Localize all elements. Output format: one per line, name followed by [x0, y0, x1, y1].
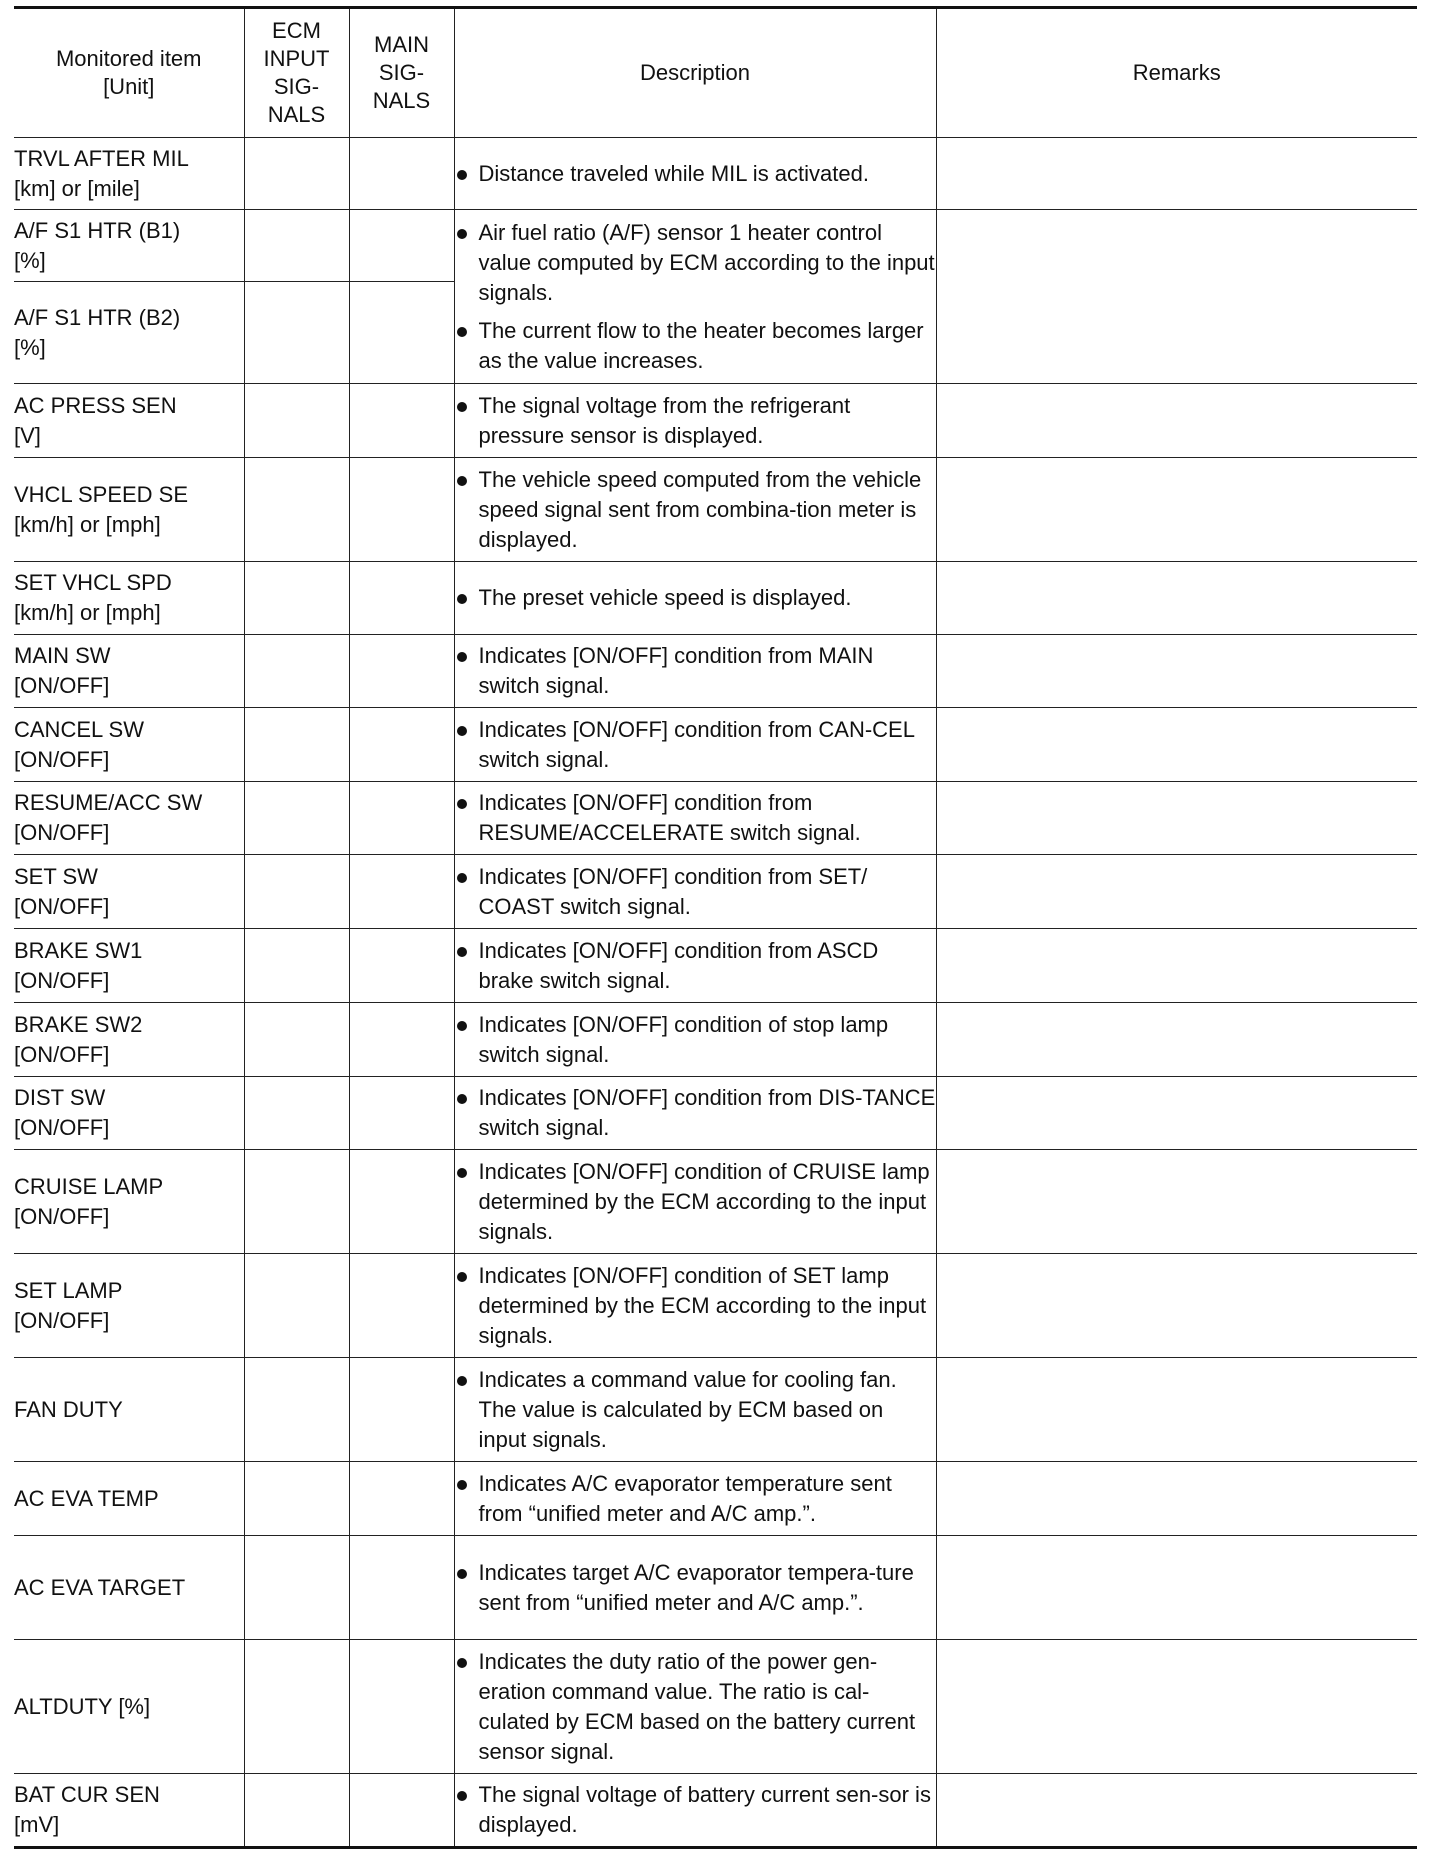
table-row	[14, 384, 1417, 458]
monitor-item-table	[14, 6, 1417, 1849]
table-row	[14, 458, 1417, 562]
remarks-cell	[936, 562, 1417, 635]
description-bullet: Indicates [ON/OFF] condition from SET/ COAST switch signal.	[455, 862, 936, 922]
remarks-cell	[936, 1150, 1417, 1254]
remarks-cell	[936, 635, 1417, 708]
description-bullet: Indicates [ON/OFF] condition from MAIN switch signal.	[455, 641, 936, 701]
monitored-item-unit: [ON/OFF]	[14, 1307, 110, 1333]
main-signals-cell	[349, 1774, 454, 1848]
monitored-item-name: MAIN SW	[14, 643, 111, 668]
description-cell	[454, 782, 936, 855]
monitored-item-name: TRVL AFTER MIL	[14, 145, 189, 171]
main-signals-cell	[349, 708, 454, 782]
remarks-cell	[936, 210, 1417, 384]
description-cell	[454, 1003, 936, 1077]
monitored-item-unit: [ON/OFF]	[14, 1041, 110, 1067]
main-signals-cell	[349, 458, 454, 562]
table-row	[14, 1640, 1417, 1774]
main-signals-cell	[349, 1640, 454, 1774]
table-row	[14, 1150, 1417, 1254]
description-cell	[454, 1254, 936, 1358]
monitored-item-cell	[14, 1150, 244, 1254]
description-bullet: Indicates [ON/OFF] condition from CAN-CEL switch signal.	[455, 715, 936, 775]
main-signals-cell	[349, 1150, 454, 1254]
ecm-input-signals-cell	[244, 855, 349, 929]
main-signals-cell	[349, 1358, 454, 1462]
description-cell	[454, 1640, 936, 1774]
main-signals-cell	[349, 855, 454, 929]
monitored-item-name: ALTDUTY [%]	[14, 1693, 151, 1719]
ecm-input-signals-cell	[244, 562, 349, 635]
monitored-item-name: VHCL SPEED SE	[14, 481, 189, 507]
ecm-input-signals-cell	[244, 1774, 349, 1848]
ecm-input-signals-cell	[244, 1536, 349, 1640]
table-row	[14, 1358, 1417, 1462]
ecm-input-signals-cell	[244, 1640, 349, 1774]
monitored-item-name: SET SW	[14, 863, 98, 889]
monitored-item-unit: [ON/OFF]	[14, 893, 110, 919]
description-bullet: Indicates target A/C evaporator tempera-ture sent from “unified meter and A/C amp.”.	[455, 1558, 936, 1618]
table-row	[14, 1774, 1417, 1848]
description-bullet: Distance traveled while MIL is activated.	[455, 159, 936, 189]
table-row	[14, 138, 1417, 210]
ecm-input-signals-cell	[244, 1462, 349, 1536]
ecm-input-signals-cell	[244, 210, 349, 282]
description-cell	[454, 1462, 936, 1536]
monitored-item-name: DIST SW	[14, 1085, 106, 1110]
monitored-item-name: RESUME/ACC SW	[14, 790, 203, 815]
description-cell	[454, 855, 936, 929]
header-monitored-item: Monitored item [Unit]	[14, 8, 244, 138]
main-signals-cell	[349, 782, 454, 855]
monitored-item-cell	[14, 210, 244, 282]
description-bullet: Indicates [ON/OFF] condition of stop lamp switch signal.	[455, 1010, 936, 1070]
table-row	[14, 635, 1417, 708]
description-cell	[454, 458, 936, 562]
remarks-cell	[936, 855, 1417, 929]
remarks-cell	[936, 929, 1417, 1003]
ecm-input-signals-cell	[244, 384, 349, 458]
monitored-item-unit: [km/h] or [mph]	[14, 600, 161, 625]
description-bullet: Indicates [ON/OFF] condition from DIS-TANCE switch signal.	[455, 1083, 936, 1143]
monitored-item-cell	[14, 1358, 244, 1462]
description-bullet: The current flow to the heater becomes larger as the value increases.	[455, 316, 936, 376]
description-bullet: The signal voltage of battery current sen-sor is displayed.	[455, 1780, 936, 1840]
monitored-item-name: BRAKE SW1	[14, 937, 143, 963]
monitored-item-cell	[14, 929, 244, 1003]
monitored-item-name: FAN DUTY	[14, 1396, 123, 1422]
header-main-signals: MAIN SIG- NALS	[349, 8, 454, 138]
table-header-row	[14, 8, 1417, 138]
description-bullet: Indicates a command value for cooling fan. The value is calculated by ECM based on input signals.	[455, 1365, 936, 1455]
ecm-input-signals-cell	[244, 929, 349, 1003]
remarks-cell	[936, 1536, 1417, 1640]
ecm-input-signals-cell	[244, 708, 349, 782]
main-signals-cell	[349, 635, 454, 708]
table-row	[14, 1462, 1417, 1536]
ecm-input-signals-cell	[244, 1358, 349, 1462]
remarks-cell	[936, 782, 1417, 855]
remarks-cell	[936, 708, 1417, 782]
monitored-item-cell	[14, 282, 244, 384]
description-bullet: The preset vehicle speed is displayed.	[455, 583, 936, 613]
table-row	[14, 782, 1417, 855]
main-signals-cell	[349, 1536, 454, 1640]
main-signals-cell	[349, 1462, 454, 1536]
ecm-input-signals-cell	[244, 1077, 349, 1150]
monitored-item-cell	[14, 562, 244, 635]
table-row	[14, 562, 1417, 635]
description-bullet: Indicates the duty ratio of the power gen-eration command value. The ratio is cal-culated by ECM based on the battery current sensor signal.	[455, 1647, 936, 1767]
ecm-input-signals-cell	[244, 782, 349, 855]
ecm-input-signals-cell	[244, 282, 349, 384]
main-signals-cell	[349, 929, 454, 1003]
description-bullet: Indicates [ON/OFF] condition from ASCD brake switch signal.	[455, 936, 936, 996]
description-cell	[454, 635, 936, 708]
ecm-input-signals-cell	[244, 458, 349, 562]
monitored-item-cell	[14, 855, 244, 929]
monitored-item-cell	[14, 1536, 244, 1640]
monitored-item-cell	[14, 782, 244, 855]
monitored-item-cell	[14, 1462, 244, 1536]
table-row	[14, 1254, 1417, 1358]
header-remarks: Remarks	[936, 8, 1417, 138]
monitored-item-unit: [ON/OFF]	[14, 967, 110, 993]
description-cell	[454, 562, 936, 635]
monitored-item-cell	[14, 1077, 244, 1150]
monitored-item-unit: [ON/OFF]	[14, 820, 110, 845]
main-signals-cell	[349, 282, 454, 384]
table-row	[14, 855, 1417, 929]
description-cell	[454, 1536, 936, 1640]
main-signals-cell	[349, 210, 454, 282]
description-cell	[454, 138, 936, 210]
remarks-cell	[936, 1358, 1417, 1462]
monitored-item-unit: [ON/OFF]	[14, 746, 110, 772]
main-signals-cell	[349, 384, 454, 458]
monitored-item-name: AC PRESS SEN	[14, 392, 177, 418]
description-bullet: Indicates [ON/OFF] condition from RESUME/ACCELERATE switch signal.	[455, 788, 936, 848]
monitored-item-unit: [ON/OFF]	[14, 1203, 110, 1229]
monitored-item-name: AC EVA TARGET	[14, 1574, 186, 1600]
monitored-item-unit: [ON/OFF]	[14, 673, 110, 698]
description-cell	[454, 1358, 936, 1462]
monitored-item-cell	[14, 384, 244, 458]
monitored-item-unit: [V]	[14, 422, 41, 448]
main-signals-cell	[349, 138, 454, 210]
description-bullet: Indicates A/C evaporator temperature sent from “unified meter and A/C amp.”.	[455, 1469, 936, 1529]
description-cell	[454, 708, 936, 782]
description-bullet: The signal voltage from the refrigerant pressure sensor is displayed.	[455, 391, 936, 451]
description-cell	[454, 1077, 936, 1150]
table-row	[14, 210, 1417, 282]
monitored-item-cell	[14, 1254, 244, 1358]
remarks-cell	[936, 458, 1417, 562]
main-signals-cell	[349, 562, 454, 635]
description-cell	[454, 1150, 936, 1254]
remarks-cell	[936, 1774, 1417, 1848]
main-signals-cell	[349, 1254, 454, 1358]
header-ecm-input-signals: ECM INPUT SIG- NALS	[244, 8, 349, 138]
table-row	[14, 1003, 1417, 1077]
remarks-cell	[936, 1254, 1417, 1358]
monitored-item-cell	[14, 1774, 244, 1848]
description-bullet: The vehicle speed computed from the vehicle speed signal sent from combina-tion meter is displayed.	[455, 465, 936, 555]
monitored-item-name: A/F S1 HTR (B2)	[14, 304, 181, 330]
ecm-input-signals-cell	[244, 635, 349, 708]
monitored-item-cell	[14, 1003, 244, 1077]
monitored-item-name: CANCEL SW	[14, 716, 144, 742]
monitored-item-cell	[14, 635, 244, 708]
monitored-item-name: BRAKE SW2	[14, 1011, 143, 1037]
monitored-item-name: SET VHCL SPD	[14, 570, 172, 595]
remarks-cell	[936, 1003, 1417, 1077]
description-bullet: Indicates [ON/OFF] condition of SET lamp determined by the ECM according to the input signals.	[455, 1261, 936, 1351]
header-description: Description	[454, 8, 936, 138]
monitored-item-name: BAT CUR SEN	[14, 1782, 160, 1807]
ecm-input-signals-cell	[244, 1003, 349, 1077]
main-signals-cell	[349, 1003, 454, 1077]
description-bullet: Indicates [ON/OFF] condition of CRUISE lamp determined by the ECM according to the input signals.	[455, 1157, 936, 1247]
monitored-item-unit: [mV]	[14, 1812, 60, 1837]
description-cell	[454, 384, 936, 458]
monitored-item-cell	[14, 138, 244, 210]
monitored-item-name: A/F S1 HTR (B1)	[14, 217, 181, 243]
monitored-item-cell	[14, 708, 244, 782]
monitored-item-unit: [%]	[14, 247, 46, 273]
table-row	[14, 1077, 1417, 1150]
monitored-item-name: AC EVA TEMP	[14, 1485, 159, 1511]
description-cell	[454, 1774, 936, 1848]
table-row	[14, 929, 1417, 1003]
ecm-input-signals-cell	[244, 138, 349, 210]
monitored-item-cell	[14, 1640, 244, 1774]
ecm-input-signals-cell	[244, 1150, 349, 1254]
table-row	[14, 1536, 1417, 1640]
description-bullet: Air fuel ratio (A/F) sensor 1 heater control value computed by ECM according to the input signals.	[455, 218, 936, 308]
monitored-item-name: CRUISE LAMP	[14, 1173, 164, 1199]
remarks-cell	[936, 138, 1417, 210]
remarks-cell	[936, 1462, 1417, 1536]
remarks-cell	[936, 1077, 1417, 1150]
remarks-cell	[936, 384, 1417, 458]
monitored-item-unit: [km] or [mile]	[14, 175, 140, 201]
monitored-item-unit: [ON/OFF]	[14, 1115, 110, 1140]
main-signals-cell	[349, 1077, 454, 1150]
remarks-cell	[936, 1640, 1417, 1774]
description-cell	[454, 210, 936, 384]
monitored-item-cell	[14, 458, 244, 562]
description-cell	[454, 929, 936, 1003]
ecm-input-signals-cell	[244, 1254, 349, 1358]
table-row	[14, 708, 1417, 782]
monitored-item-unit: [%]	[14, 334, 46, 360]
monitored-item-unit: [km/h] or [mph]	[14, 511, 161, 537]
monitored-item-name: SET LAMP	[14, 1277, 123, 1303]
